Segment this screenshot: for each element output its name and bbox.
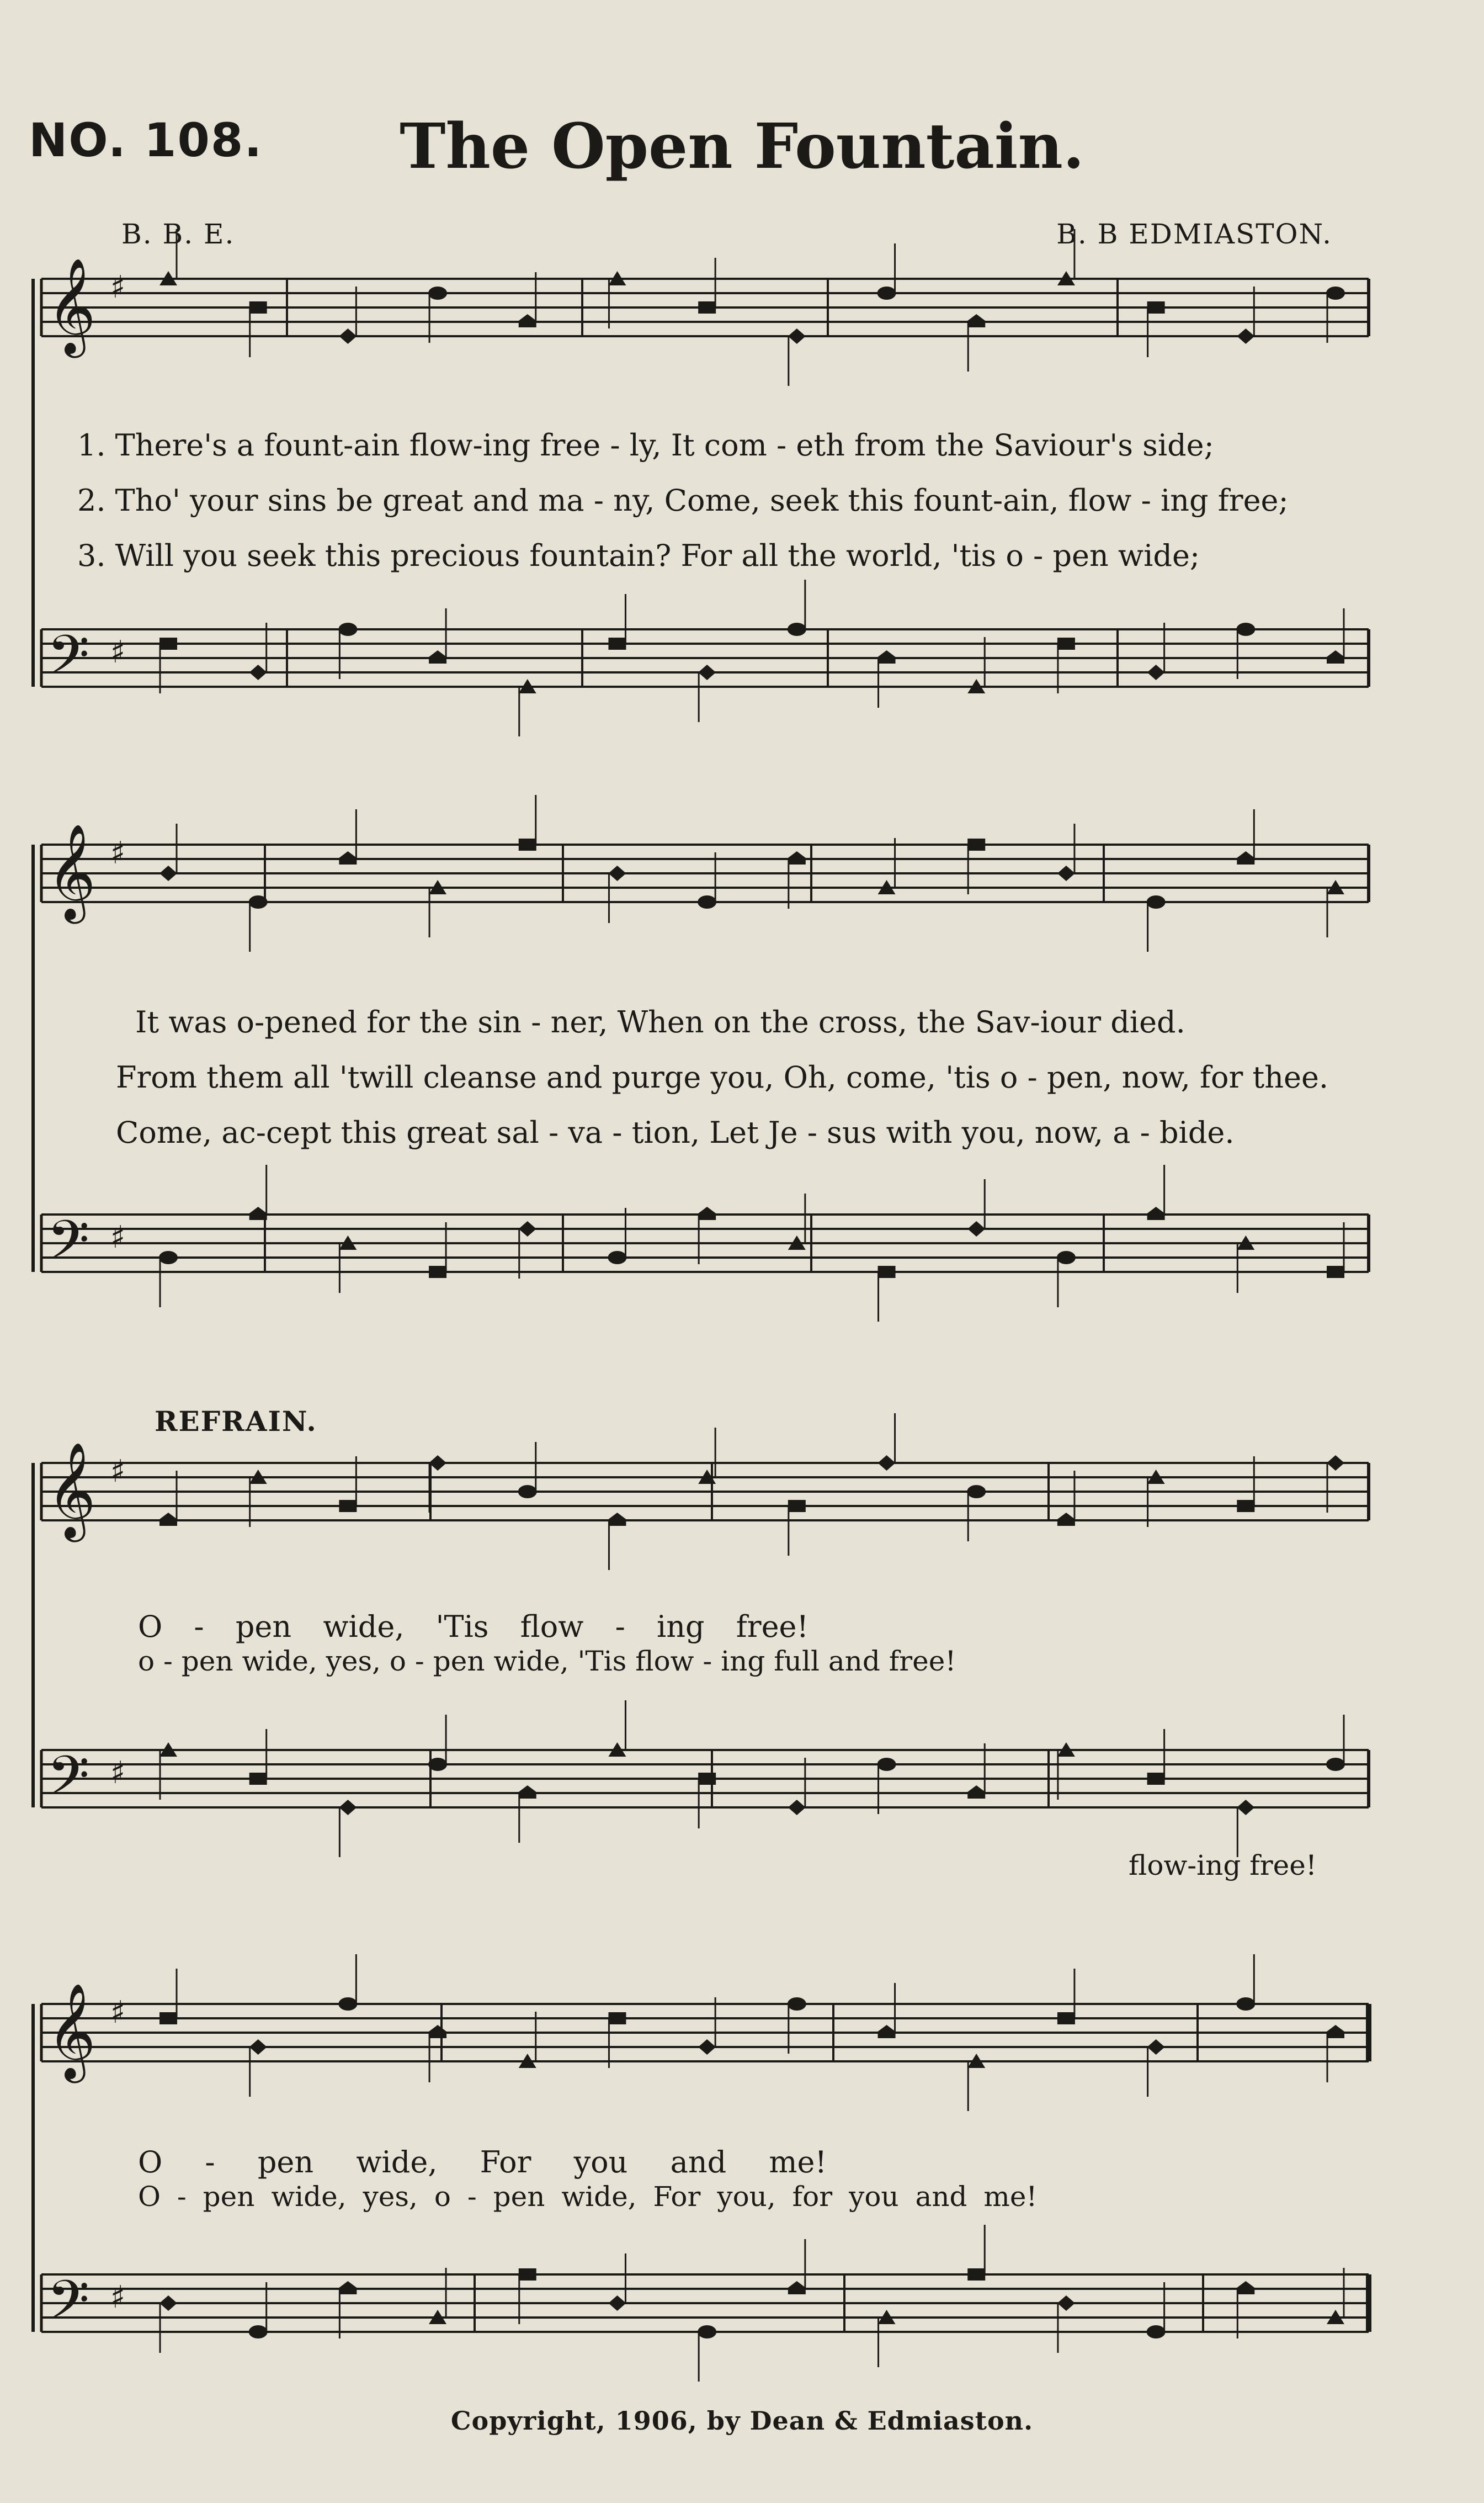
- sharp-sign: ♯: [110, 634, 126, 670]
- note-head: [519, 314, 536, 327]
- note-head: [1237, 1500, 1254, 1512]
- words-credit: B. B. E.: [121, 218, 235, 250]
- note-head: [1237, 328, 1254, 344]
- bass-clef: 𝄢: [47, 1209, 90, 1286]
- note-head: [608, 1251, 626, 1264]
- note-head: [967, 1785, 985, 1799]
- note-head: [519, 2268, 536, 2281]
- note-head: [698, 2039, 716, 2055]
- note-head: [159, 2295, 177, 2311]
- sharp-sign: ♯: [110, 2279, 126, 2315]
- treble-clef: 𝄞: [47, 824, 96, 920]
- refrain-1-upper-lyric: O - pen wide, 'Tis flow - ing free!: [138, 1609, 809, 1644]
- note-head: [339, 851, 357, 865]
- note-head: [1147, 1207, 1165, 1220]
- note-head: [1237, 1800, 1254, 1815]
- note-head: [1326, 1758, 1345, 1771]
- note-head: [1057, 866, 1075, 881]
- bass-clef: 𝄢: [47, 1744, 90, 1821]
- note-head: [1057, 638, 1075, 650]
- treble-clef: 𝄞: [47, 1442, 96, 1538]
- note-head: [878, 650, 896, 664]
- note-head: [428, 1758, 447, 1771]
- note-head: [1327, 1266, 1344, 1278]
- note-head: [698, 895, 716, 909]
- note-head: [967, 2268, 985, 2281]
- note-head: [1327, 650, 1344, 664]
- note-head: [519, 1785, 536, 1799]
- note-head: [608, 1513, 626, 1526]
- note-head: [788, 328, 806, 344]
- music-credit: B. B EDMIASTON.: [1056, 218, 1332, 250]
- note-head: [518, 1485, 537, 1498]
- note-head: [1326, 287, 1345, 300]
- hymn-title: The Open Fountain.: [400, 110, 1084, 183]
- note-head: [429, 2025, 446, 2038]
- note-head: [608, 2295, 626, 2311]
- note-head: [339, 1500, 357, 1512]
- note-head: [1147, 2325, 1166, 2338]
- note-head: [338, 1997, 357, 2011]
- note-head: [1147, 2039, 1165, 2055]
- sharp-sign: ♯: [110, 835, 126, 871]
- verse-3-line-1: 3. Will you seek this precious fountain? For all the world, 'tis o - pen wide;: [77, 538, 1200, 573]
- refrain-bass-lyric: flow-ing free!: [1129, 1849, 1317, 1881]
- note-head: [249, 665, 267, 680]
- note-head: [1147, 301, 1165, 314]
- note-head: [788, 851, 806, 865]
- copyright-line: Copyright, 1906, by Dean & Edmiaston.: [450, 2406, 1034, 2436]
- note-head: [698, 1773, 716, 1785]
- note-head: [788, 623, 806, 636]
- note-head: [877, 1758, 896, 1771]
- note-head: [249, 2039, 267, 2055]
- note-head: [339, 328, 357, 344]
- hymn-number: NO. 108.: [29, 113, 263, 167]
- note-head: [159, 1251, 178, 1264]
- note-head: [429, 1266, 446, 1278]
- verse-1-line-1: 1. There's a fount-ain flow-ing free - ly, It com - eth from the Saviour's side;: [77, 428, 1214, 463]
- refrain-1-lower-lyric: o - pen wide, yes, o - pen wide, 'Tis flow - ing full and free!: [138, 1645, 956, 1677]
- note-head: [788, 1800, 806, 1815]
- refrain-label: REFRAIN.: [155, 1405, 317, 1438]
- note-head: [519, 1221, 536, 1237]
- note-head: [338, 623, 357, 636]
- note-head: [967, 1485, 986, 1498]
- note-head: [698, 301, 716, 314]
- note-head: [1327, 2025, 1344, 2038]
- note-head: [1057, 1251, 1076, 1264]
- verse-3-line-2: Come, ac-cept this great sal - va - tion, Let Je - sus with you, now, a - bide.: [116, 1115, 1235, 1150]
- note-head: [1327, 1455, 1344, 1471]
- note-head: [788, 1997, 806, 2011]
- note-head: [1147, 895, 1166, 909]
- verse-2-line-1: 2. Tho' your sins be great and ma - ny, Come, seek this fount-ain, flow - ing free;: [77, 483, 1289, 518]
- note-head: [698, 665, 716, 680]
- note-head: [429, 650, 446, 664]
- treble-clef: 𝄞: [47, 1983, 96, 2079]
- note-head: [967, 314, 985, 327]
- verse-1-line-2: It was o-pened for the sin - ner, When on the cross, the Sav-iour died.: [135, 1005, 1185, 1040]
- note-head: [159, 1513, 177, 1526]
- bass-clef: 𝄢: [47, 2269, 90, 2346]
- refrain-2-upper-lyric: O - pen wide, For you and me!: [138, 2145, 827, 2179]
- note-head: [698, 2325, 716, 2338]
- note-head: [1237, 851, 1254, 865]
- note-head: [608, 2012, 626, 2024]
- note-head: [967, 1221, 985, 1237]
- note-head: [339, 2281, 357, 2294]
- note-head: [159, 2012, 177, 2024]
- note-head: [1147, 1773, 1165, 1785]
- note-head: [877, 287, 896, 300]
- note-head: [608, 638, 626, 650]
- note-head: [788, 2281, 806, 2294]
- note-head: [788, 1500, 806, 1512]
- note-head: [1237, 2281, 1254, 2294]
- note-head: [428, 287, 447, 300]
- note-head: [339, 1800, 357, 1815]
- verse-2-line-2: From them all 'twill cleanse and purge you, Oh, come, 'tis o - pen, now, for thee.: [116, 1060, 1329, 1095]
- note-head: [878, 1455, 896, 1471]
- sharp-sign: ♯: [110, 1995, 126, 2030]
- sharp-sign: ♯: [110, 269, 126, 305]
- note-head: [249, 1207, 267, 1220]
- treble-clef: 𝄞: [47, 258, 96, 354]
- sharp-sign: ♯: [110, 1219, 126, 1255]
- sharp-sign: ♯: [110, 1454, 126, 1489]
- note-head: [1236, 623, 1255, 636]
- note-head: [878, 2025, 896, 2038]
- note-head: [159, 866, 177, 881]
- sharp-sign: ♯: [110, 1755, 126, 1791]
- note-head: [967, 839, 985, 851]
- note-head: [249, 895, 268, 909]
- note-head: [608, 866, 626, 881]
- note-head: [1057, 1513, 1075, 1526]
- note-head: [1147, 665, 1165, 680]
- note-head: [1236, 1997, 1255, 2011]
- note-head: [878, 1266, 896, 1278]
- note-head: [1057, 2012, 1075, 2024]
- note-head: [698, 1207, 716, 1220]
- bass-clef: 𝄢: [47, 624, 90, 701]
- note-head: [1057, 2295, 1075, 2311]
- note-head: [159, 638, 177, 650]
- note-head: [519, 839, 536, 851]
- refrain-2-lower-lyric: O - pen wide, yes, o - pen wide, For you, for you and me!: [138, 2181, 1038, 2213]
- note-head: [249, 301, 267, 314]
- note-head: [249, 1773, 267, 1785]
- note-head: [249, 2325, 268, 2338]
